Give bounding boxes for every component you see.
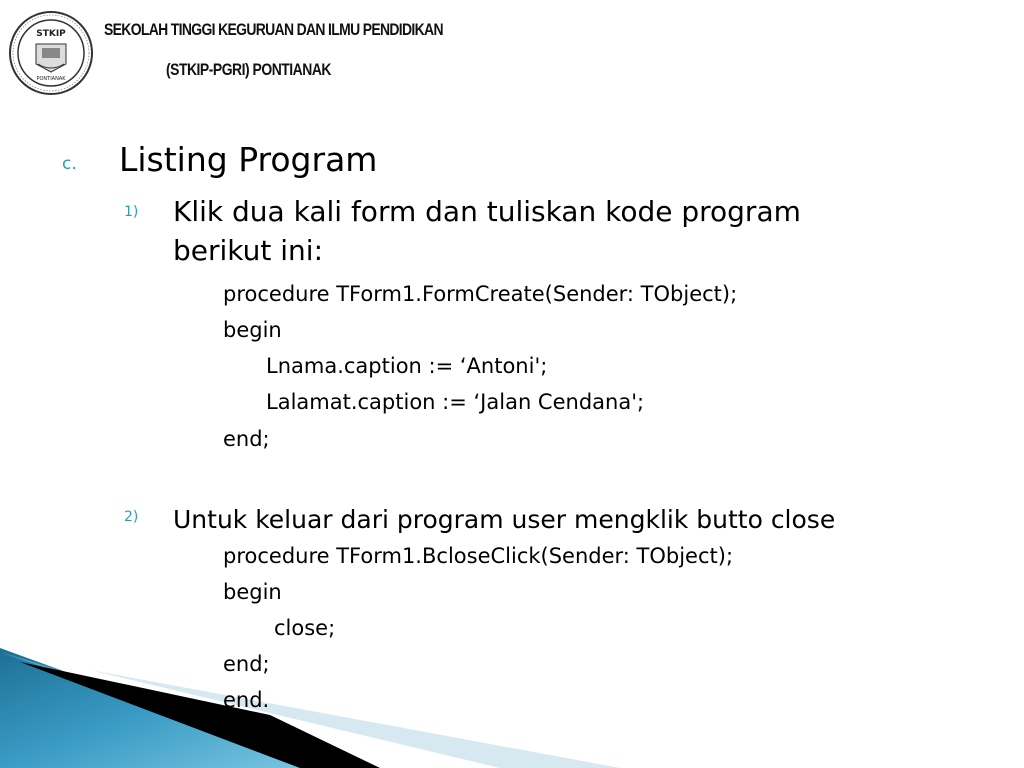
code-line: Lnama.caption := ‘Antoni';	[266, 354, 548, 378]
code-line: begin	[223, 580, 282, 604]
institution-name: SEKOLAH TINGGI KEGURUAN DAN ILMU PENDIDIKAN	[104, 20, 443, 39]
seal-logo-icon	[8, 10, 94, 96]
code-line: begin	[223, 318, 282, 342]
code-line: close;	[274, 616, 336, 640]
institution-subname: (STKIP-PGRI) PONTIANAK	[166, 60, 331, 79]
code-line: end;	[223, 652, 270, 676]
logo-text-bottom: PONTIANAK	[36, 76, 66, 82]
item-marker: 2)	[124, 509, 139, 525]
code-line: procedure TForm1.BcloseClick(Sender: TObject);	[223, 544, 734, 568]
logo-text-top: STKIP	[36, 29, 66, 39]
item-marker: 1)	[124, 204, 139, 220]
code-line: procedure TForm1.FormCreate(Sender: TObject);	[223, 282, 738, 306]
code-line: Lalamat.caption := ‘Jalan Cendana';	[266, 390, 645, 414]
section-title: Listing Program	[119, 140, 378, 179]
item-text-continued: berikut ini:	[173, 234, 324, 267]
item-text: Untuk keluar dari program user mengklik butto close	[173, 505, 836, 534]
section-marker: c.	[62, 154, 77, 174]
code-line: end;	[223, 427, 270, 451]
item-text: Klik dua kali form dan tuliskan kode program	[173, 195, 801, 228]
code-line: end.	[223, 688, 270, 712]
